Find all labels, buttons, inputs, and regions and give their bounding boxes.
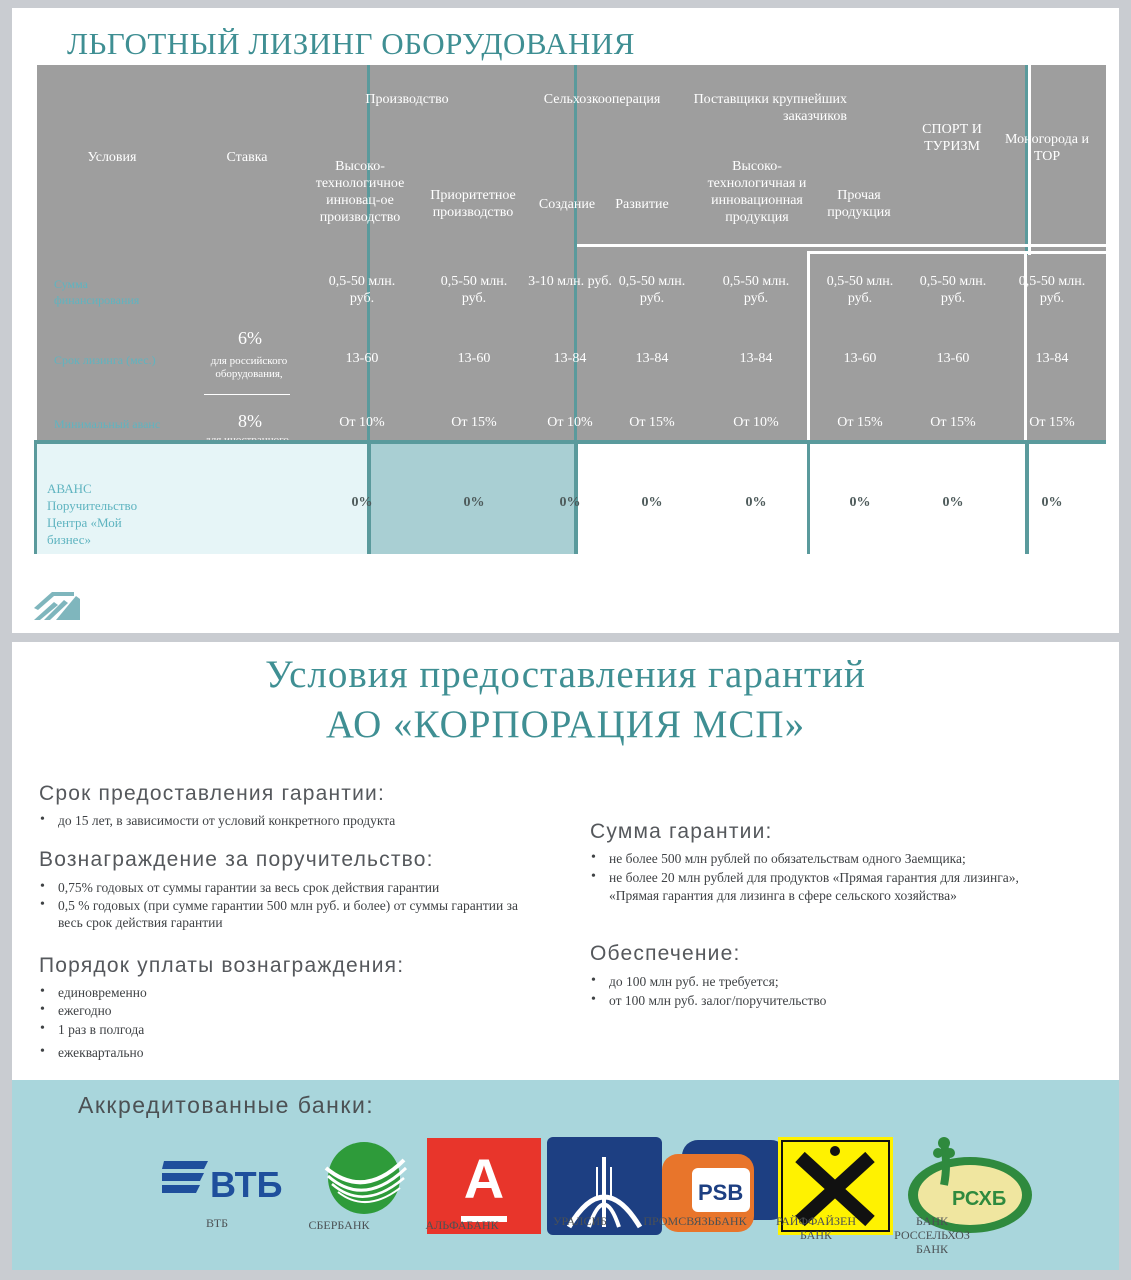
collateral-item-1: • до 100 млн руб. не требуется; (609, 973, 779, 990)
payment-item-1: • единовременно (58, 984, 147, 1001)
row-label-term: Срок лизинга (мес.) (54, 353, 156, 367)
advance-cell: От 15% (837, 415, 883, 430)
amount-cell: 0,5-50 млн. руб. (618, 274, 686, 306)
rate-divider (204, 394, 290, 395)
advance-cell: От 15% (451, 415, 497, 430)
header-priority: Приоритетное производство (430, 188, 516, 220)
amount-heading: Сумма гарантии: (590, 820, 773, 843)
header-development: Развитие (615, 197, 669, 212)
bank-name-psb: ПРОМСВЯЗЬБАНК (643, 1214, 747, 1228)
term-cell: 13-84 (635, 351, 669, 366)
amount-cell: 0,5-50 млн. руб. (440, 274, 508, 306)
payment-item-4: • ежеквартально (58, 1044, 144, 1061)
bank-name-vtb: ВТБ (205, 1216, 229, 1230)
advance-cell: От 10% (733, 415, 779, 430)
header-other-products: Прочая продукция (827, 188, 891, 220)
corner-logo-icon (34, 580, 80, 620)
header-conditions: Условия (87, 150, 137, 165)
payment-item-3: • 1 раз в полгода (58, 1021, 144, 1038)
guarantee-cell: 0% (745, 495, 767, 510)
term-cell: 13-60 (936, 351, 970, 366)
advance-cell: От 15% (930, 415, 976, 430)
svg-text:PSB: PSB (698, 1180, 744, 1205)
bank-name-raiffeisen: РАЙФФАЙЗЕН БАНК (775, 1214, 856, 1242)
amount-item-2: • не более 20 млн рублей для продуктов «Прямая гарантия для лизинга», «Прямая гарантия для лизинга в сфере сельского хозяйства» (609, 869, 1039, 905)
header-creation: Создание (538, 197, 596, 212)
advance-cell: От 10% (547, 415, 593, 430)
payment-heading: Порядок уплаты вознаграждения: (39, 954, 405, 977)
guarantee-cell: 0% (559, 495, 581, 510)
bank-name-sber: СБЕРБАНК (308, 1218, 370, 1232)
rate-foreign: 8% (238, 411, 262, 431)
banks-section (12, 1080, 1119, 1270)
banks-heading: Аккредитованные банки: (78, 1092, 375, 1118)
guarantee-cell: 0% (641, 495, 663, 510)
header-sport: СПОРТ И ТУРИЗМ (922, 122, 982, 154)
svg-text:РСХБ: РСХБ (952, 1188, 1007, 1210)
header-production: Производство (365, 92, 449, 107)
header-hightech: Высоко-технологичное инновац-ое производство (315, 159, 405, 225)
guarantee-slide (12, 642, 1119, 1270)
collateral-item-2: • от 100 млн руб. залог/поручительство (609, 992, 826, 1009)
advance-cell: От 15% (629, 415, 675, 430)
header-monocity: Моногорода и ТОР (1005, 132, 1089, 164)
guarantee-label: АВАНС Поручительство Центра «Мой бизнес» (47, 481, 138, 547)
advance-cell: От 10% (339, 415, 385, 430)
svg-text:ВТБ: ВТБ (210, 1164, 283, 1205)
amount-cell: 3-10 млн. руб. (528, 274, 612, 289)
bank-name-alfa: АЛЬФАБАНК (425, 1218, 499, 1232)
collateral-heading: Обеспечение: (590, 942, 741, 965)
term-cell: 13-60 (457, 351, 491, 366)
advance-cell: От 15% (1029, 415, 1075, 430)
term-cell: 13-84 (739, 351, 773, 366)
sberbank-logo-icon (304, 1138, 424, 1216)
slide-title: ЛЬГОТНЫЙ ЛИЗИНГ ОБОРУДОВАНИЯ (67, 26, 635, 61)
slide2-title-line2: АО «КОРПОРАЦИЯ МСП» (325, 703, 806, 746)
rate-russian-note: для российского оборудования, (210, 355, 288, 380)
guarantee-cell: 0% (463, 495, 485, 510)
fee-heading: Вознаграждение за поручительство: (39, 848, 434, 871)
term-cell: 13-60 (843, 351, 877, 366)
slide2-title-line1: Условия предоставления гарантий (265, 653, 866, 696)
header-agri: Сельхозкооперация (543, 92, 661, 107)
bank-name-rosselkhoz: БАНК РОССЕЛЬХОЗ БАНК (894, 1214, 970, 1256)
amount-cell: 0,5-50 млн. руб. (1018, 274, 1086, 306)
row-label-advance: Минимальный аванс (54, 417, 161, 431)
amount-cell: 0,5-50 млн. руб. (826, 274, 894, 306)
guarantee-cell: 0% (351, 495, 373, 510)
fee-item-1: • 0,75% годовых от суммы гарантии за весь срок действия гарантии (58, 879, 538, 896)
header-suppliers: Поставщики крупнейших заказчиков (693, 92, 847, 124)
header-rate: Ставка (226, 150, 268, 165)
alfabank-logo-icon: А (427, 1138, 541, 1234)
guarantee-cell: 0% (942, 495, 964, 510)
amount-item-1: • не более 500 млн рублей по обязательствам одного Заемщика; (609, 850, 1039, 867)
term-item: • до 15 лет, в зависимости от условий конкретного продукта (58, 812, 538, 829)
term-heading: Срок предоставления гарантии: (39, 782, 385, 805)
header-hightech-products: Высоко-технологичная и инновационная продукция (707, 159, 807, 225)
guarantee-cell: 0% (1041, 495, 1063, 510)
term-cell: 13-84 (553, 351, 587, 366)
leasing-slide (12, 8, 1119, 633)
amount-cell: 0,5-50 млн. руб. (722, 274, 790, 306)
row-label-amount: Сумма финансирования (54, 277, 140, 307)
bank-name-uralsib: УРАЛСИБ (553, 1214, 607, 1228)
amount-cell: 0,5-50 млн. руб. (919, 274, 987, 306)
rate-russian: 6% (238, 328, 262, 348)
payment-item-2: • ежегодно (58, 1002, 112, 1019)
term-cell: 13-60 (345, 351, 379, 366)
guarantee-cell: 0% (849, 495, 871, 510)
vtb-logo-icon (162, 1155, 302, 1215)
fee-item-2: • 0,5 % годовых (при сумме гарантии 500 млн руб. и более) от суммы гарантии за весь срок действия гарантии (58, 897, 528, 931)
term-cell: 13-84 (1035, 351, 1069, 366)
amount-cell: 0,5-50 млн. руб. (328, 274, 396, 306)
